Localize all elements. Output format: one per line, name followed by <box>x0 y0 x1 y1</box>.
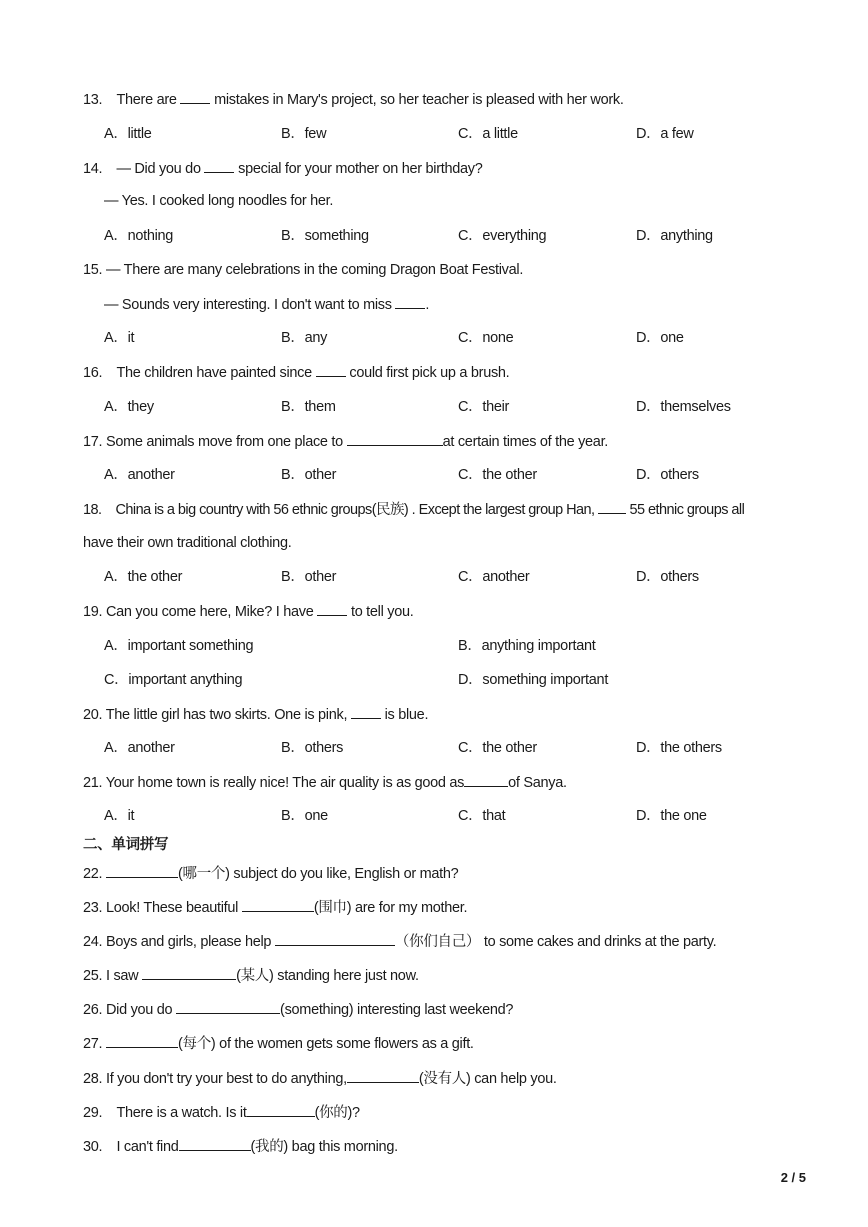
item-text: (某人) standing here just now. <box>236 968 419 984</box>
section-heading: 二、单词拼写 <box>83 837 169 853</box>
option-b: B．any <box>281 330 328 346</box>
answer-blank <box>316 362 346 377</box>
item-text: 28. If you don't try your best to do anything, <box>83 1071 347 1087</box>
answer-blank <box>317 601 347 616</box>
item-text: （你们自己） to some cakes and drinks at the party. <box>394 934 717 950</box>
question-13 <box>83 89 624 110</box>
answer-blank <box>351 704 381 719</box>
option-b: B．them <box>281 399 336 415</box>
item-text: (每个) of the women gets some flowers as a gift. <box>178 1036 474 1052</box>
option-b: B．few <box>281 126 327 142</box>
answer-blank <box>204 158 234 173</box>
question-text: special for your mother on her birthday? <box>234 161 483 177</box>
option-d: D．anything <box>636 228 713 244</box>
item-text: 25. I saw <box>83 968 143 984</box>
option-c: C．a little <box>458 126 518 142</box>
question-text: 21. Your home town is really nice! The air quality is as good as <box>83 775 465 791</box>
question-text: 17. Some animals move from one place to <box>83 434 347 450</box>
answer-blank <box>247 1102 315 1117</box>
question-text: — Sounds very interesting. I don't want to miss <box>104 297 396 313</box>
question-text: could first pick up a brush. <box>345 365 510 381</box>
question-text: 13. There are <box>83 92 181 108</box>
item-text: 23. Look! These beautiful <box>83 900 242 916</box>
answer-blank <box>464 772 508 787</box>
item-text: (哪一个) subject do you like, English or math? <box>178 866 459 882</box>
option-c: C．another <box>458 569 530 585</box>
item-text: (something) interesting last weekend? <box>280 1002 514 1018</box>
question-text: to tell you. <box>347 604 414 620</box>
question-20 <box>83 704 428 725</box>
option-d: D．others <box>636 467 699 483</box>
option-c: C．none <box>458 330 514 346</box>
option-b: B．one <box>281 808 328 824</box>
option-c: C．everything <box>458 228 547 244</box>
question-16 <box>83 362 509 383</box>
answer-blank <box>106 863 178 878</box>
question-15: 15. — There are many celebrations in the coming Dragon Boat Festival. <box>83 262 524 278</box>
item-text: 24. Boys and girls, please help <box>83 934 275 950</box>
option-b: B．anything important <box>458 638 596 654</box>
option-a: A．little <box>104 126 152 142</box>
item-text: (围巾) are for my mother. <box>313 900 468 916</box>
item-text: 29. There is a watch. Is it <box>83 1105 247 1121</box>
spelling-item-28 <box>83 1068 557 1089</box>
option-d: D．the others <box>636 740 722 756</box>
option-a: A．it <box>104 330 135 346</box>
answer-blank <box>106 1033 178 1048</box>
spelling-item-30 <box>83 1136 398 1157</box>
option-c: C．their <box>458 399 510 415</box>
question-text: of Sanya. <box>508 775 567 791</box>
question-18 <box>83 499 744 520</box>
spelling-item-26 <box>83 999 513 1020</box>
option-a: A．another <box>104 740 175 756</box>
answer-blank <box>395 294 425 309</box>
question-text: 55 ethnic groups all <box>626 502 745 518</box>
option-a: A．the other <box>104 569 183 585</box>
option-a: A．they <box>104 399 154 415</box>
option-b: B．other <box>281 569 337 585</box>
question-21 <box>83 772 567 793</box>
spelling-item-23 <box>83 897 467 918</box>
option-b: B．others <box>281 740 344 756</box>
option-d: D．others <box>636 569 699 585</box>
option-b: B．something <box>281 228 369 244</box>
question-14-reply: — Yes. I cooked long noodles for her. <box>104 193 334 209</box>
option-a: A．nothing <box>104 228 174 244</box>
option-a: A．it <box>104 808 135 824</box>
answer-blank <box>598 499 626 514</box>
spelling-item-22 <box>83 863 458 884</box>
spelling-item-24 <box>83 931 716 952</box>
option-c: C．that <box>458 808 506 824</box>
question-text: mistakes in Mary's project, so her teacher is pleased with her work. <box>210 92 624 108</box>
question-text: 16. The children have painted since <box>83 365 316 381</box>
option-a: A．another <box>104 467 175 483</box>
spelling-item-29 <box>83 1102 360 1123</box>
question-text: 14. — Did you do <box>83 161 205 177</box>
option-d: D．one <box>636 330 684 346</box>
question-text: 18. China is a big country with 56 ethnic groups(民族) . Except the largest group Han, <box>83 502 599 518</box>
spelling-item-25 <box>83 965 419 986</box>
question-text: . <box>425 297 430 313</box>
item-text: 26. Did you do <box>83 1002 177 1018</box>
answer-blank <box>347 431 443 446</box>
question-text: is blue. <box>380 707 429 723</box>
page-number: 2 / 5 <box>780 1170 806 1185</box>
option-c: C．the other <box>458 740 537 756</box>
question-text: 20. The little girl has two skirts. One is pink, <box>83 707 351 723</box>
question-14 <box>83 158 482 179</box>
option-d: D．a few <box>636 126 694 142</box>
question-text: 19. Can you come here, Mike? I have <box>83 604 318 620</box>
question-18-continued: have their own traditional clothing. <box>83 535 292 551</box>
answer-blank <box>179 1136 251 1151</box>
answer-blank <box>242 897 314 912</box>
answer-blank <box>176 999 280 1014</box>
answer-blank <box>275 931 395 946</box>
item-text: 22. <box>83 866 106 882</box>
answer-blank <box>180 89 210 104</box>
item-text: (你的)? <box>314 1105 360 1121</box>
answer-blank <box>142 965 236 980</box>
option-d: D．themselves <box>636 399 731 415</box>
question-text: at certain times of the year. <box>442 434 609 450</box>
option-c: C．the other <box>458 467 537 483</box>
option-a: A．important something <box>104 638 254 654</box>
option-c: C．important anything <box>104 672 243 688</box>
item-text: (我的) bag this morning. <box>250 1139 398 1155</box>
item-text: 30. I can't find <box>83 1139 179 1155</box>
spelling-item-27 <box>83 1033 474 1054</box>
question-15-reply <box>104 294 429 315</box>
item-text: 27. <box>83 1036 106 1052</box>
question-19 <box>83 601 413 622</box>
option-d: D．something important <box>458 672 609 688</box>
question-17 <box>83 431 608 452</box>
option-d: D．the one <box>636 808 707 824</box>
item-text: (没有人) can help you. <box>418 1071 557 1087</box>
answer-blank <box>347 1068 419 1083</box>
option-b: B．other <box>281 467 337 483</box>
